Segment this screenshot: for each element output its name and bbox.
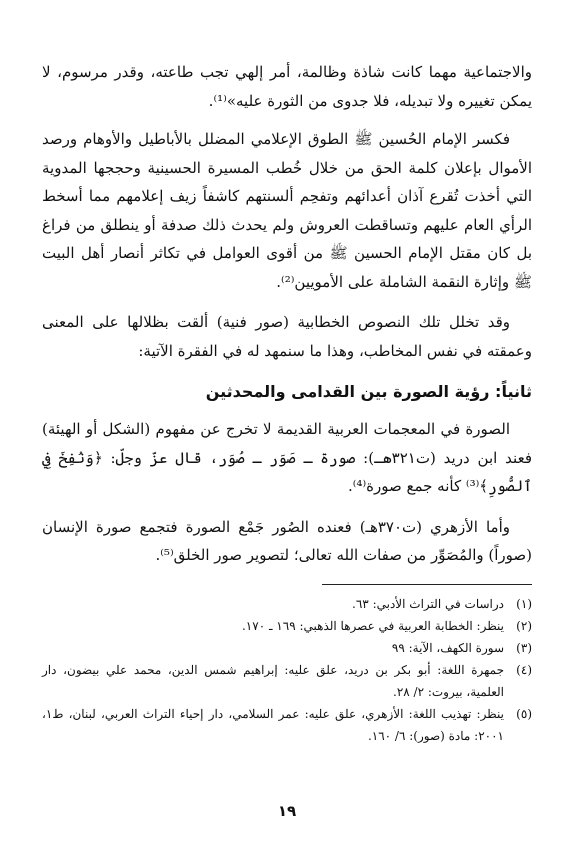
footnote-3 [42,637,532,659]
page-content [42,58,532,747]
footnote-separator [322,584,532,585]
paragraph-continuation: والاجتماعية مهما كانت شاذة وظالمة، أمر إلهي تجب طاعته، وقدر مرسوم، لا يمكن تغييره ولا تبديله، فلا جدوى من الثورة عليه»⁽¹⁾. [42,63,532,110]
footnote-number: (٣) [516,640,532,655]
paragraph-ibn-durayd: الصورة في المعجمات العربية القديمة لا تخرج عن مفهوم (الشكل أو الهيئة) فعند ابن دريد (ت٣٢١هـ): صورة ـ صَوَر ـ صُوَر، قال عزّ وجلّ: ﴿وَنُفِخَ فِي ٱلصُّورِ﴾⁽³⁾ كأنه جمع صورة⁽⁴⁾. [42,420,532,495]
footnote-number: (٤) [516,662,532,677]
footnote-text: ينظر: تهذيب اللغة: الأزهري، علق عليه: عمر السلامي، دار إحياء التراث العربي، لبنان، ط١، ٢٠٠١: مادة (صور): ٦/ ١٦٠. [42,706,504,743]
footnote-text: ينظر: الخطابة العربية في عصرها الذهبي: ١٦٩ ـ ١٧٠. [241,618,504,633]
paragraph-artistic-images: وقد تخلل تلك النصوص الخطابية (صور فنية) ألقت بظلالها على المعنى وعمقته في نفس المخاطب، وهذا ما سنمهد له في الفقرة الآتية: [42,313,532,360]
footnote-number: (٥) [516,706,532,721]
footnote-number: (١) [516,596,532,611]
footnote-text: جمهرة اللغة: أبو بكر بن دريد، علق عليه: إبراهيم شمس الدين، محمد علي بيضون، دار العلمية، بيروت: ٢/ ٢٨. [42,662,504,699]
footnote-4 [42,659,532,703]
paragraph-imam-husayn: فكسر الإمام الحُسين ﷺ الطوق الإعلامي المضلل بالأباطيل والأوهام ورصد الأموال بإعلان كلمة الحق من خلال خُطب المسيرة الحسينية وحججها المدوية التي أخذت تُقرع آذان أعدائهم وتفحِم ألسنتهم كاشفاً زيف إعلامهم مما أسخط الرأي العام عليهم وتساقطت العروش ولم يحدث ذلك صدفة أو ينطلق من فراغ بل كان مقتل الإمام الحسين ﷺ من أقوى العوامل في تكاثر أنصار أهل البيت ﷺ وإثارة النقمة الشاملة على الأمويين⁽²⁾. [42,130,532,291]
paragraph-azhari: وأما الأزهري (ت٣٧٠هـ) فعنده الصُور جَمْع الصورة فتجمع صورة الإنسان (صوراً) والمُصَوِّر من صفات الله تعالى؛ لتصوير صور الخلق⁽⁵⁾. [42,517,532,564]
page-number: ١٩ [277,802,297,820]
footnote-1 [42,593,532,615]
footnote-number: (٢) [516,618,532,633]
footnote-text: سورة الكهف، الآية: ٩٩ [391,640,504,655]
section-heading: ثانياً: رؤية الصورة بين القدامى والمحدثين [205,382,532,401]
footnote-text: دراسات في التراث الأدبي: ٦٣. [352,596,504,611]
footnotes [42,593,532,747]
footnote-5 [42,703,532,747]
footnote-2 [42,615,532,637]
